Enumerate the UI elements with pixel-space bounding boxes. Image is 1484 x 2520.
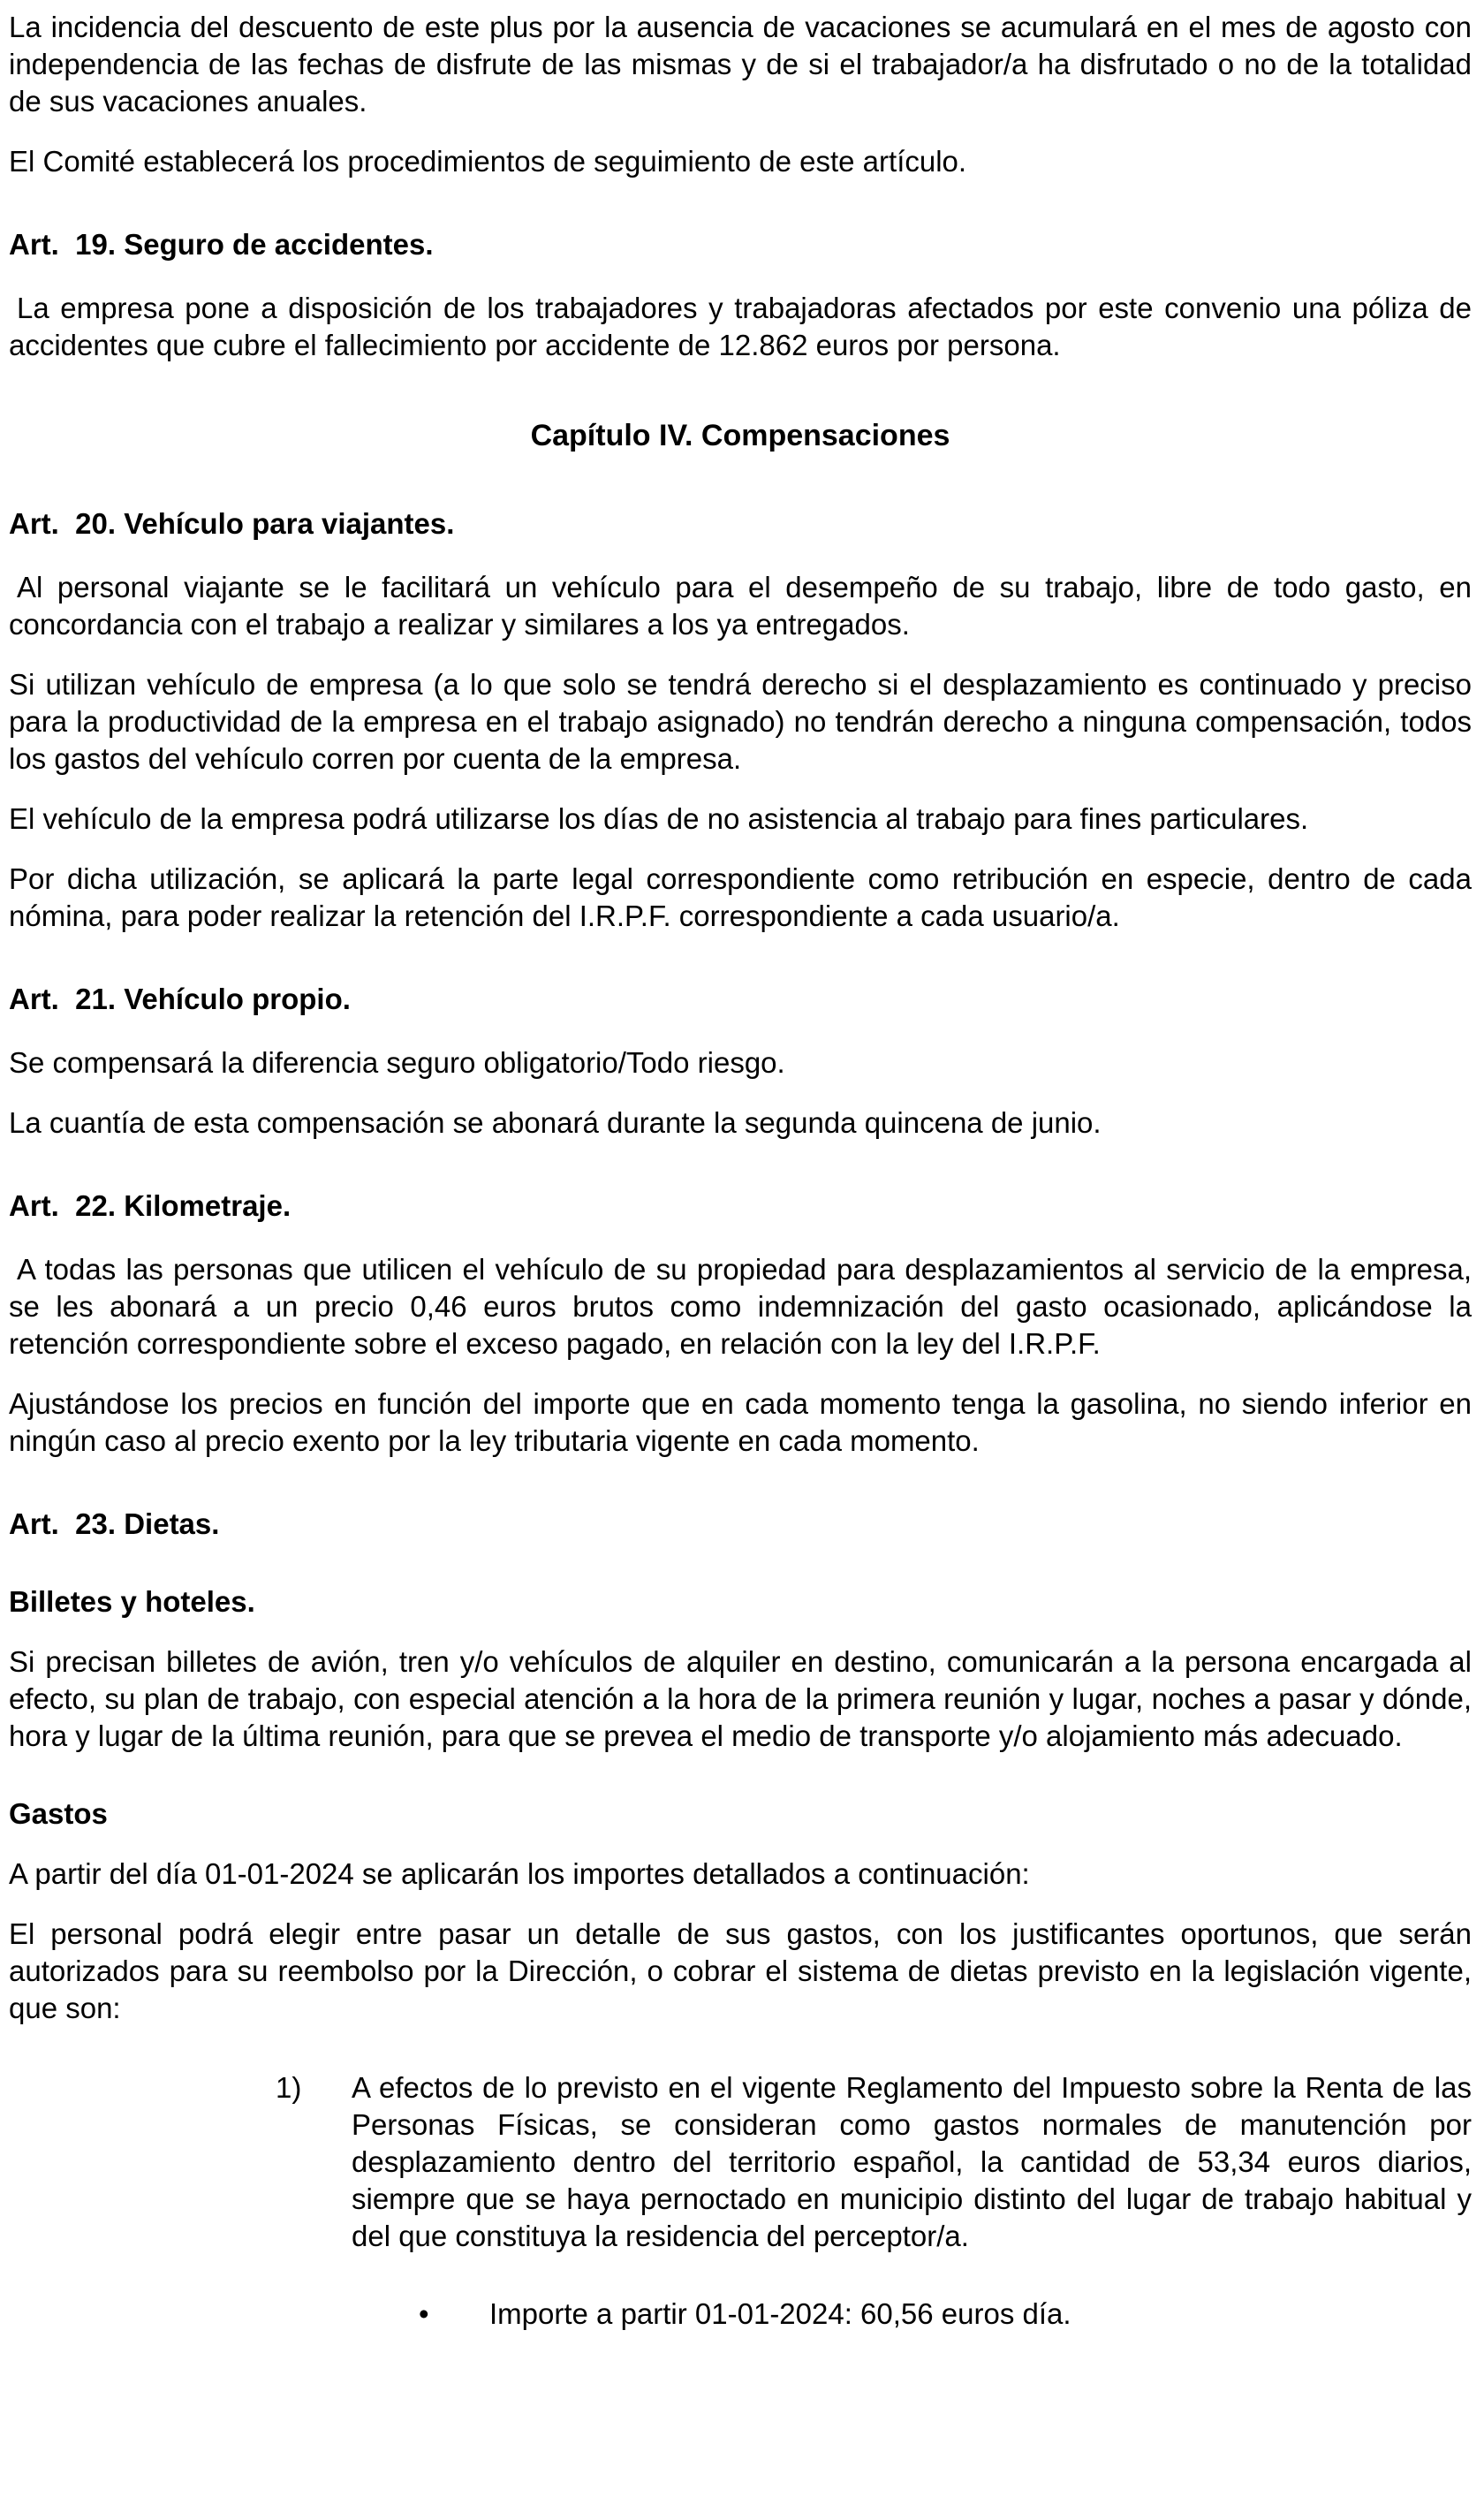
paragraph-importes-2024: A partir del día 01-01-2024 se aplicarán los importes detallados a continuación:	[9, 1857, 1030, 1890]
article-heading-19-seguro-accidentes: Art. 19. Seguro de accidentes.	[9, 228, 434, 261]
numbered-item-text: A efectos de lo previsto en el vigente Reglamento del Impuesto sobre la Renta de las Personas Físicas, se consideran como gastos normales de manutención por desplazamiento dentro del territorio español, la cantidad de 53,34 euros diarios, siempre que se haya pernoctado en municipio distinto del lugar de trabajo habitual y del que constituya la residencia del perceptor/a.	[352, 2071, 1472, 2252]
paragraph-kilometraje-precio: A todas las personas que utilicen el vehículo de su propiedad para desplazamientos al servicio de la empresa, se les abonará a un precio 0,46 euros brutos como indemnización del gasto ocasionado, aplicándose la retención correspondiente sobre el exceso pagado, en relación con la ley del I.R.P.F.	[9, 1253, 1472, 1360]
paragraph-billetes-avion: Si precisan billetes de avión, tren y/o vehículos de alquiler en destino, comunicarán a la persona encargada al efecto, su plan de trabajo, con especial atención a la hora de la primera reunión y lugar, noches a pasar y dónde, hora y lugar de la última reunión, para que se prevea el medio de transporte y/o alojamiento más adecuado.	[9, 1645, 1472, 1752]
numbered-list-item-1	[276, 2069, 1472, 2255]
sub-heading-billetes-hoteles: Billetes y hoteles.	[9, 1585, 255, 1618]
paragraph-comite-seguimiento: El Comité establecerá los procedimientos de seguimiento de este artículo.	[9, 145, 967, 178]
paragraph-seguro-obligatorio: Se compensará la diferencia seguro obligatorio/Todo riesgo.	[9, 1046, 785, 1079]
article-heading-22-kilometraje: Art. 22. Kilometraje.	[9, 1189, 292, 1222]
paragraph-retribucion-especie: Por dicha utilización, se aplicará la parte legal correspondiente como retribución en especie, dentro de cada nómina, para poder realizar la retención del I.R.P.F. correspondiente a cada usuario/a.	[9, 862, 1472, 932]
paragraph-cuantia-junio: La cuantía de esta compensación se abonará durante la segunda quincena de junio.	[9, 1106, 1102, 1139]
paragraph-ajuste-gasolina: Ajustándose los precios en función del importe que en cada momento tenga la gasolina, no siendo inferior en ningún caso al precio exento por la ley tributaria vigente en cada momento.	[9, 1387, 1472, 1457]
bullet-list-item-importe	[419, 2296, 1472, 2333]
sub-heading-gastos: Gastos	[9, 1797, 108, 1830]
article-heading-21-vehiculo-propio: Art. 21. Vehículo propio.	[9, 983, 351, 1015]
bullet-icon: •	[419, 2297, 429, 2330]
paragraph-vehiculo-empresa-derecho: Si utilizan vehículo de empresa (a lo que solo se tendrá derecho si el desplazamiento es continuado y preciso para la productividad de la empresa en el trabajo asignado) no tendrán derecho a ninguna compensación, todos los gastos del vehículo corren por cuenta de la empresa.	[9, 668, 1472, 775]
article-heading-23-dietas: Art. 23. Dietas.	[9, 1507, 220, 1540]
list-number-marker: 1)	[276, 2071, 302, 2104]
paragraph-vacaciones-descuento: La incidencia del descuento de este plus por la ausencia de vacaciones se acumulará en el mes de agosto con independencia de las fechas de disfrute de las mismas y de si el trabajador/a ha disfrutado o no de la totalidad de sus vacaciones anuales.	[9, 11, 1472, 118]
paragraph-poliza-accidentes: La empresa pone a disposición de los trabajadores y trabajadoras afectados por este convenio una póliza de accidentes que cubre el fallecimiento por accidente de 12.862 euros por persona.	[9, 292, 1472, 361]
chapter-heading-iv-compensaciones: Capítulo IV. Compensaciones	[530, 419, 950, 452]
bullet-item-text: Importe a partir 01-01-2024: 60,56 euros día.	[489, 2297, 1071, 2330]
paragraph-eleccion-dietas: El personal podrá elegir entre pasar un detalle de sus gastos, con los justificantes oportunos, que serán autorizados para su reembolso por la Dirección, o cobrar el sistema de dietas previsto en la legislación vigente, que son:	[9, 1917, 1472, 2024]
article-heading-20-vehiculo-viajantes: Art. 20. Vehículo para viajantes.	[9, 507, 455, 540]
paragraph-vehiculo-fines-particulares: El vehículo de la empresa podrá utilizarse los días de no asistencia al trabajo para fines particulares.	[9, 802, 1309, 835]
paragraph-vehiculo-facilitado: Al personal viajante se le facilitará un vehículo para el desempeño de su trabajo, libre de todo gasto, en concordancia con el trabajo a realizar y similares a los ya entregados.	[9, 571, 1472, 641]
